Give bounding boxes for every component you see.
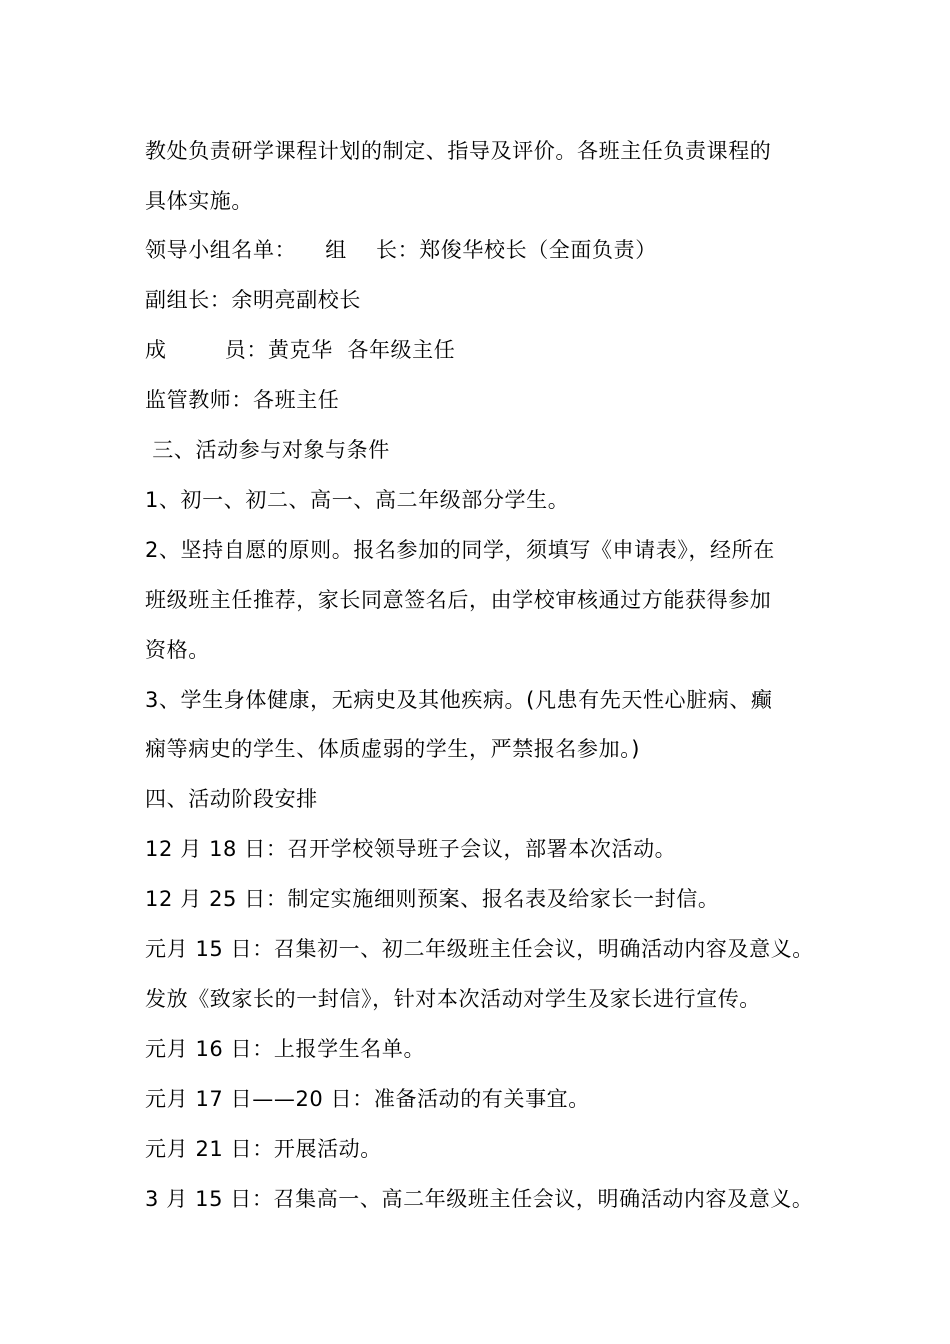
text-line: 成 员：黄克华 各年级主任 xyxy=(145,338,456,362)
text-line: 副组长：余明亮副校长 xyxy=(145,288,361,312)
text-line: 班级班主任推荐，家长同意签名后，由学校审核通过方能获得参加 xyxy=(145,588,772,612)
leadership-list-heading: 领导小组名单： 组 长：郑俊华校长（全面负责） xyxy=(145,238,657,262)
schedule-item: 元月 16 日：上报学生名单。 xyxy=(145,1037,426,1061)
schedule-item: 元月 21 日：开展活动。 xyxy=(145,1137,382,1161)
schedule-item: 3 月 15 日：召集高一、高二年级班主任会议，明确活动内容及意义。 xyxy=(145,1187,814,1211)
text-line: 3、学生身体健康，无病史及其他疾病。(凡患有先天性心脏病、癫 xyxy=(145,688,773,712)
schedule-item: 元月 17 日——20 日：准备活动的有关事宜。 xyxy=(145,1087,590,1111)
text-line: 2、坚持自愿的原则。报名参加的同学，须填写《申请表》，经所在 xyxy=(145,538,775,562)
schedule-item: 发放《致家长的一封信》，针对本次活动对学生及家长进行宣传。 xyxy=(145,987,761,1011)
section-heading: 三、活动参与对象与条件 xyxy=(145,438,390,462)
text-line: 监管教师：各班主任 xyxy=(145,388,340,412)
schedule-item: 12 月 18 日：召开学校领导班子会议，部署本次活动。 xyxy=(145,837,677,861)
schedule-item: 12 月 25 日：制定实施细则预案、报名表及给家长一封信。 xyxy=(145,887,720,911)
schedule-item: 元月 15 日：召集初一、初二年级班主任会议，明确活动内容及意义。 xyxy=(145,937,814,961)
text-line: 教处负责研学课程计划的制定、指导及评价。各班主任负责课程的 xyxy=(145,139,772,163)
text-line: 具体实施。 xyxy=(145,189,253,213)
text-line: 资格。 xyxy=(145,638,210,662)
text-line: 痫等病史的学生、体质虚弱的学生，严禁报名参加。) xyxy=(145,737,641,761)
text-line: 1、初一、初二、高一、高二年级部分学生。 xyxy=(145,488,570,512)
section-heading: 四、活动阶段安排 xyxy=(145,787,318,811)
